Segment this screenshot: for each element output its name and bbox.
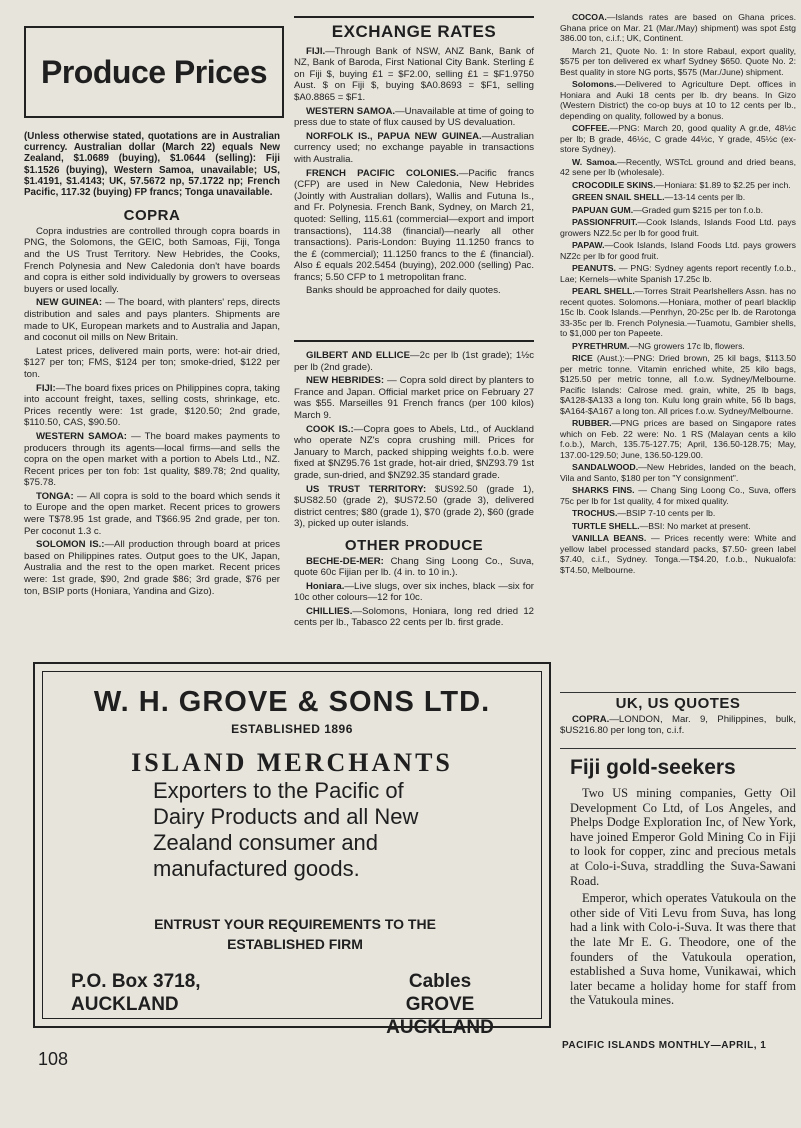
uk-us-copra: COPRA.—LONDON, Mar. 9, Philippines, bulk, $US216.80 per long ton, c.i.f. bbox=[560, 713, 796, 737]
other-honiara: Honiara.—Live slugs, over six inches, black —six for 10c other colours—12 for 10c. bbox=[294, 580, 534, 604]
produce-prices-title: Produce Prices bbox=[41, 53, 267, 90]
other-chillies: CHILLIES.—Solomons, Honiara, long red dried 12 cents per lb., Tabasco 22 cents per lb. first grade. bbox=[294, 605, 534, 629]
turtle-shell-entry: TURTLE SHELL.—BSI: No market at present. bbox=[572, 520, 751, 531]
exchange-western-samoa: WESTERN SAMOA.—Unavailable at time of going to press due to state of flux caused by US devaluation. bbox=[294, 105, 535, 129]
ad-island-merchants: ISLAND MERCHANTS bbox=[131, 748, 453, 777]
exchange-png: NORFOLK IS., PAPUA NEW GUINEA.—Australian currency used; no exchange payable in transactions with Australia. bbox=[294, 130, 534, 165]
magazine-footer: PACIFIC ISLANDS MONTHLY—APRIL, 1 bbox=[562, 1040, 767, 1051]
other-beche-de-mer: BECHE-DE-MER: Chang Sing Loong Co., Suva, quote 60c Fijian per lb. (4 in. to 10 in.). bbox=[294, 555, 534, 579]
fiji-gold-para-1: Two US mining companies, Getty Oil Development Co Ltd, of Los Angeles, and Phelps Dodge Exploration Inc, of New York, have joined Emperor Gold Mining Co in Fiji to look for copper, zinc and precious metals at Colo-i-Suva, straddling the Suva-Sawani Road. bbox=[570, 786, 796, 888]
rubber-entry: RUBBER.—PNG prices are based on Singapore rates which on Feb. 22 were: No. 1 RS (Malayan cents a kilo f.o.b.), March, 135.75-127.75; April, 136.50-128.75; May, 137.00-129.50; June, 136.50-129.00. bbox=[560, 418, 796, 460]
copra-continued-rule bbox=[294, 340, 534, 342]
ad-entrust: ENTRUST YOUR REQUIREMENTS TO THE ESTABLISHED FIRM bbox=[154, 916, 436, 952]
fiji-gold-para-2: Emperor, which operates Vatukoula on the other side of Viti Levu from Suva, has long had a link with Colo-i-Suva. It was there that the late Mr E. G. Theodore, one of the founders of the Vatukoula operation, established a Suva home, Vunikawai, which later became a holiday home for staff from the Vatukoula mines. bbox=[570, 891, 796, 1008]
copra-solomon: SOLOMON IS.:—All production through board at prices based on Philippines rates. Output goes to the UK, Japan, Australia and the rest to the open market. Recent prices were: 1st grade, $90, 2nd grade $86; 3rd grade, $76 per ton, BSIP ports (Honiara, Yandina and Gizo). bbox=[24, 539, 280, 597]
left-column bbox=[24, 131, 280, 599]
green-snail-entry: GREEN SNAIL SHELL.—13-14 cents per lb. bbox=[572, 192, 746, 202]
ad-tagline: Exporters to the Pacific of Dairy Products and all New Zealand consumer and manufactured goods. bbox=[153, 778, 419, 881]
middle-column bbox=[294, 22, 535, 299]
copra-western-samoa: WESTERN SAMOA: — The board makes payments to producers through its agents—local firms—and sells the copra on the open market with a portion to Abels Ltd., NZ. Recent prices per ton fob: 1st quality, $89.78; 2nd quality, $75.78. bbox=[24, 430, 280, 489]
other-produce-heading: OTHER PRODUCE bbox=[344, 536, 484, 554]
rice-entry: RICE (Aust.):—PNG: Dried brown, 25 kil bags, $113.50 per metric tonne. Vitamin enriched white, 25 kilo bags, $125.50 per metric tonne, all f.o.w. Sydney/Melbourne. Pacific Islands: Calrose med. grain, white, 25 lb bags, $A128-$A133 a long ton. Kulu long grain white, 56 lb bags, $A164-$A167 a long ton. All prices f.o.w. Sydney/Melbourne. bbox=[560, 353, 796, 416]
exchange-heading: EXCHANGE RATES bbox=[331, 22, 497, 41]
fiji-gold-heading: Fiji gold-seekers bbox=[570, 756, 736, 779]
pearl-shell-entry: PEARL SHELL.—Torres Strait Pearlshellers Assn. has no recent quotes. Solomons.—Honiara, mother of pearl blacklip 15c lb. Cook Islands.—Penrhyn, 20-25c per lb. de Rarotonga 33-35c per lb. French Polynesia.—Tuamotu, Gambier shells, to $1,000 per ton Papeete. bbox=[560, 286, 796, 338]
vanilla-entry: VANILLA BEANS. — Prices recently were: White and yellow label processed standard packs, $7.50- green label $7.40, c.i.f., Sydney. Tonga.—T$4.20, f.o.b., Nukualofa: $T4.50, Melbourne. bbox=[560, 533, 796, 575]
currency-intro: (Unless otherwise stated, quotations are in Australian currency. Australian dollar (March 22) equals New Zealand, $1.0689 (buying), $1.0644 (selling): Fiji $1.1526 (buying), Western Samoa, unavailable; US, $1.4191, $1.4143; UK, 57.5672 np, 57.1722 np; French Pacific, 117.32 (buying) FP francs; Tonga unavailable. bbox=[24, 131, 280, 199]
ad-po-box: P.O. Box 3718, AUCKLAND bbox=[71, 971, 201, 1015]
crocodile-entry: CROCODILE SKINS.—Honiara: $1.89 to $2.25 per inch. bbox=[572, 179, 791, 190]
trochus-entry: TROCHUS.—BSIP 7-10 cents per lb. bbox=[572, 508, 716, 518]
produce-prices-box bbox=[24, 26, 284, 118]
exchange-fiji: FIJI.—Through Bank of NSW, ANZ Bank, Bank of NZ, Bank of Baroda, First National City Bank. Sterling £ on Fiji $, buying £1 = $F2.00, selling £1 = $F1.9750 Aust. $ on Fiji $, buying $A0.8693 = $F1, selling $A0.8865 = $F1. bbox=[294, 45, 534, 103]
page-number: 108 bbox=[38, 1049, 69, 1069]
copra-tonga: TONGA: — All copra is sold to the board which sends it to Europe and the open market. Recent prices to growers were T$78.95 1st grade, and T$66.95 2nd grade, per ton. Per coconut 1.3 c. bbox=[24, 490, 280, 537]
copra-new-hebrides: NEW HEBRIDES: — Copra sold direct by planters to France and Japan. Official market price on February 27 was $55. Marseilles 91 French francs (per 100 kilos) March 9. bbox=[294, 375, 534, 421]
uk-us-heading: UK, US QUOTES bbox=[615, 695, 741, 712]
pyrethrum-entry: PYRETHRUM.—NG growers 17c lb, flowers. bbox=[572, 340, 745, 351]
fiji-gold-rule bbox=[560, 748, 796, 749]
fiji-gold-section bbox=[570, 756, 796, 1008]
exchange-top-rule bbox=[294, 16, 534, 18]
ad-cables: Cables GROVE AUCKLAND bbox=[386, 971, 494, 1038]
ad-company-name: W. H. GROVE & SONS LTD. bbox=[93, 686, 491, 718]
cocoa-solomons: Solomons.—Delivered to Agriculture Dept. offices in Honiara and Auki 18 cents per lb. dry beans. In Gizo (Western District) the co-op buys at 10 to 12 cents per lb., depending on quality, followed by a bonus. bbox=[560, 79, 796, 121]
copra-heading: COPRA bbox=[123, 207, 181, 225]
copra-new-guinea: NEW GUINEA: — The board, with planters' reps, directs distribution and sales and pays planters. Shipments are made to UK, European markets and to Australia and Japan, and coconut oil mills on New Britain. bbox=[24, 297, 280, 344]
cocoa-rabaul: March 21, Quote No. 1: In store Rabaul, export quality, $575 per ton delivered ex wharf Sydney $650. Quote No. 2: Best quality in store NG ports, $575 (Mar./June) shipment. bbox=[560, 45, 796, 77]
peanuts-entry: PEANUTS. — PNG: Sydney agents report recently f.o.b., Lae; Kernels—white Spanish 17.25c lb. bbox=[560, 263, 796, 284]
ad-established: ESTABLISHED 1896 bbox=[231, 722, 353, 736]
uk-us-section bbox=[560, 695, 796, 739]
cocoa-entry: COCOA.—Islands rates are based on Ghana prices. Ghana price on Mar. 21 (Mar./May) shipment) was spot £stg 386.00 ton, c.i.f.; UK, Continent. bbox=[560, 12, 796, 43]
sandalwood-entry: SANDALWOOD.—New Hebrides, landed on the beach, Vila and Santo, $180 per ton "Y consignment". bbox=[560, 462, 796, 483]
coffee-samoa: W. Samoa.—Recently, WSTcL ground and dried beans, 42 sene per lb (wholesale). bbox=[560, 156, 796, 177]
coffee-entry: COFFEE.—PNG: March 20, good quality A gr.de, 48½c per lb; B grade, 46½c, C grade 44½c, Y grade, 45½c (ex-store Sydney). bbox=[560, 123, 796, 154]
papaw-entry: PAPAW.—Cook Islands, Island Foods Ltd. pays growers NZ2c per lb for good fruit. bbox=[560, 240, 796, 261]
copra-fiji: FIJI:—The board fixes prices on Philippines copra, taking into account freight, taxes, selling costs, shrinkage, etc. Prices recently were: 1st grade, $120.50; 2nd grade, $110.50, CAS, $90.50. bbox=[24, 382, 280, 429]
copra-intro: Copra industries are controlled through copra boards in PNG, the Solomons, the GEIC, both Samoas, Fiji, Tonga and the US Trust Territory. New Hebrides, the Cooks, French Polynesia and New Caledonia don't have boards and copra is either sold individually by growers to overseas buyers or used locally. bbox=[24, 225, 280, 295]
passionfruit-entry: PASSIONFRUIT.—Cook Islands, Islands Food Ltd. pays growers NZ2.5c per lb for good fruit. bbox=[560, 217, 796, 238]
papuan-gum-entry: PAPUAN GUM.—Graded gum $215 per ton f.o.b. bbox=[572, 204, 764, 215]
uk-us-rule bbox=[560, 692, 796, 693]
copra-continued bbox=[294, 350, 534, 631]
grove-advertisement bbox=[33, 662, 551, 1038]
right-column bbox=[560, 12, 796, 577]
copra-us-trust: US TRUST TERRITORY: $US92.50 (grade 1), $US82.50 (grade 2), $US72.50 (grade 3), delivered district centres; $80 (grade 1), $70 (grade 2), $60 (grade 3), picked up outer islands. bbox=[294, 483, 534, 530]
sharks-fins-entry: SHARKS FINS. — Chang Sing Loong Co., Suva, offers 75c per lb for 1st quality, 4 for mixed quality. bbox=[560, 485, 796, 506]
exchange-note: Banks should be approached for daily quotes. bbox=[306, 285, 501, 297]
copra-latest-prices: Latest prices, delivered main ports, were: hot-air dried, $127 per ton; FMS, $124 per ton; smoke-dried, $122 per ton. bbox=[24, 345, 280, 380]
exchange-french-pacific: FRENCH PACIFIC COLONIES.—Pacific francs (CFP) are used in New Caledonia, New Hebrides (Jointly with Australian dollars), Wallis and Futuna Is., and Fr. Polynesia. French Bank, Sydney, on March 21, quoted: Selling, 115.61 (commercial—export and import transactions), 114.38 (financial)—nearly all other transactions). Paris-London: Buying 11.1250 francs to the £ (commercial); 11.1250 francs to the £ (financial). Also £ equals 202.5454 (buying), 202.000 (selling) Pac. francs; 5.50 CFP to 1 metropolitan franc. bbox=[294, 167, 534, 283]
copra-gilbert-ellice: GILBERT AND ELLICE—2c per lb (1st grade); 1½c per lb (2nd grade). bbox=[294, 350, 534, 373]
copra-cook-islands: COOK IS.:—Copra goes to Abels, Ltd., of Auckland who operate NZ's copra crushing mill. Prices for January to March, packed shipping weights f.o.b. were fixed at $NZ95.76 1st grade, hot-air dried, $NZ93.79 1st grade, sun-dried, and $NZ92.35 standard grade. bbox=[294, 423, 535, 481]
